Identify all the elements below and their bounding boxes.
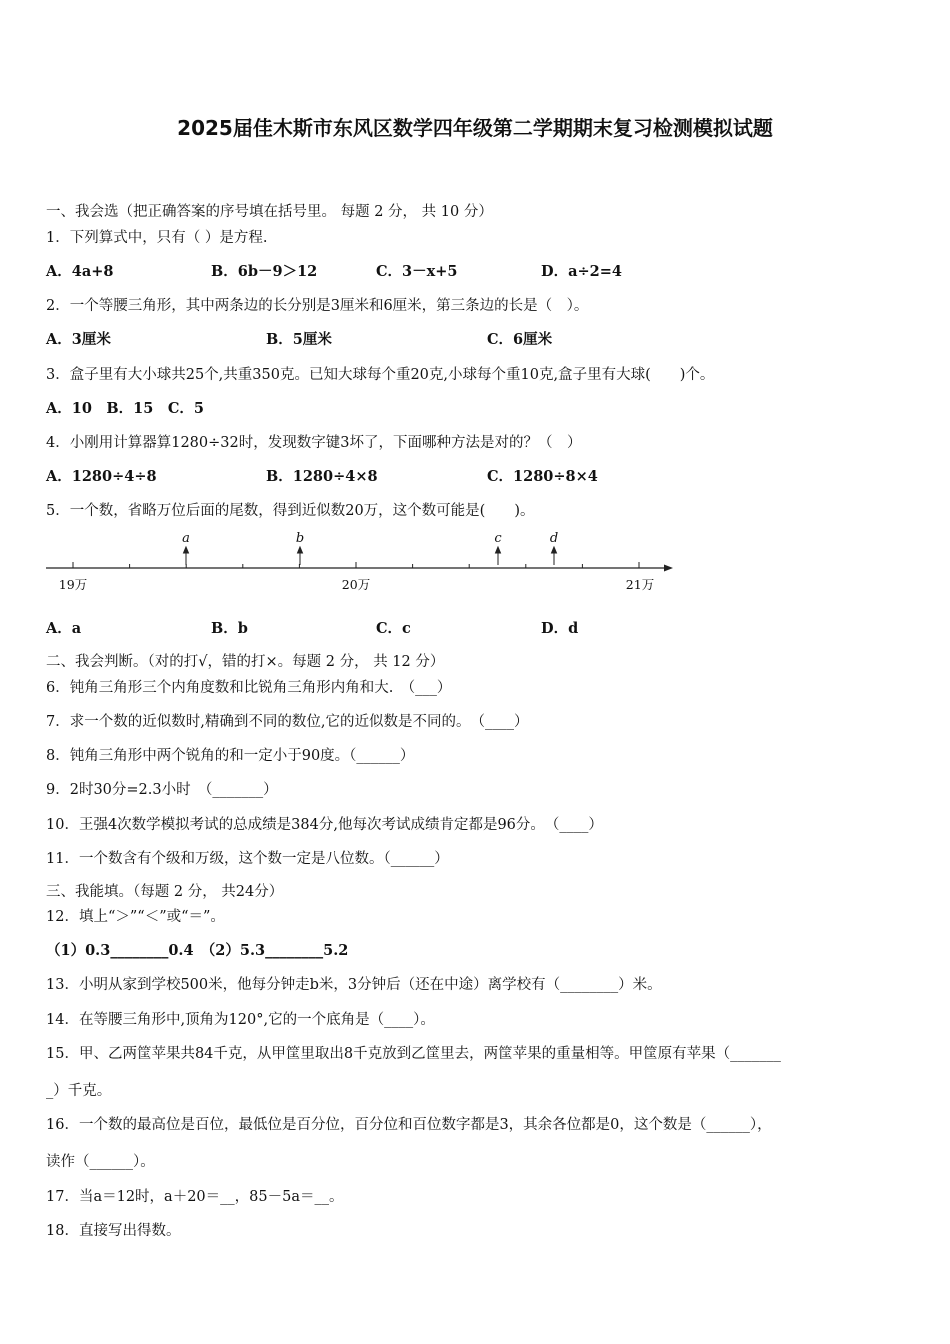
marker-b-arrow <box>298 547 303 553</box>
question-13: 13．小明从家到学校500米，他每分钟走b米，3分钟后（还在中途）离学校有（________）米。 <box>46 977 662 993</box>
question-11: 11．一个数含有个级和万级，这个数一定是八位数。（______） <box>46 851 449 867</box>
q5-option-a: A．a <box>46 620 82 637</box>
q4-option-c: C．1280÷8×4 <box>487 468 598 485</box>
question-5: 5．一个数，省略万位后面的尾数，得到近似数20万，这个数可能是( )。 <box>46 503 535 519</box>
marker-label-a: a <box>182 531 190 546</box>
question-4: 4．小刚用计算器算1280÷32时，发现数字键3坏了，下面哪种方法是对的？（ ） <box>46 435 582 451</box>
question-8: 8．钝角三角形中两个锐角的和一定小于90度。（______） <box>46 748 415 764</box>
q2-option-b: B．5厘米 <box>266 331 332 348</box>
q5-option-d: D．d <box>541 620 579 637</box>
section-heading-2: 二、我会判断。（对的打√，错的打×。每题 2 分， 共 12 分） <box>46 654 445 670</box>
q1-option-b: B．6b－9＞12 <box>211 263 318 280</box>
arrow-right-icon <box>664 565 673 572</box>
question-1: 1．下列算式中，只有（ ）是方程. <box>46 230 268 246</box>
marker-d-arrow <box>552 547 557 553</box>
marker-c-arrow <box>496 547 501 553</box>
q5-option-b: B．b <box>211 620 248 637</box>
question-18: 18．直接写出得数。 <box>46 1223 181 1239</box>
q3-options: A．10 B．15 C．5 <box>46 400 204 417</box>
question-14: 14．在等腰三角形中,顶角为120°,它的一个底角是（____）。 <box>46 1012 435 1028</box>
q2-option-a: A．3厘米 <box>46 331 111 348</box>
question-12-sub: （1）0.3________0.4 （2）5.3________5.2 <box>46 942 349 959</box>
question-16-cont: 读作（______）。 <box>46 1154 155 1170</box>
q1-option-c: C．3－x+5 <box>376 263 458 280</box>
question-15-cont: _）千克。 <box>46 1083 112 1099</box>
section-heading-1: 一、我会选（把正确答案的序号填在括号里。 每题 2 分， 共 10 分） <box>46 204 493 220</box>
q1-option-a: A．4a+8 <box>46 263 114 280</box>
question-6: 6．钝角三角形三个内角度数和比锐角三角形内角和大. （___） <box>46 680 452 696</box>
q1-option-d: D．a÷2=4 <box>541 263 622 280</box>
q4-option-a: A．1280÷4÷8 <box>46 468 157 485</box>
q5-option-c: C．c <box>376 620 411 637</box>
q4-option-b: B．1280÷4×8 <box>266 468 378 485</box>
marker-a-arrow <box>184 547 189 553</box>
question-10: 10．王强4次数学模拟考试的总成绩是384分,他每次考试成绩肯定都是96分。 （____） <box>46 817 603 833</box>
question-12: 12．填上“＞”“＜”或“＝”。 <box>46 909 225 925</box>
tick-label-21: 21万 <box>625 577 655 592</box>
question-7: 7．求一个数的近似数时,精确到不同的数位,它的近似数是不同的。 （____） <box>46 714 529 730</box>
marker-label-b: b <box>295 531 305 546</box>
question-9: 9．2时30分=2.3小时 （_______） <box>46 782 278 798</box>
page-title: 2025届佳木斯市东风区数学四年级第二学期期末复习检测模拟试题 <box>177 116 773 140</box>
question-16: 16．一个数的最高位是百位，最低位是百分位，百分位和百位数字都是3，其余各位都是0，这个数是（______）， <box>46 1117 772 1133</box>
question-17: 17．当a＝12时，a＋20＝__，85－5a＝__。 <box>46 1189 344 1205</box>
section-heading-3: 三、我能填。（每题 2 分， 共24分） <box>46 884 284 900</box>
marker-label-c: c <box>494 531 502 546</box>
marker-label-d: d <box>549 531 559 546</box>
tick-label-19: 19万 <box>58 577 88 592</box>
question-3: 3．盒子里有大小球共25个,共重350克。已知大球每个重20克,小球每个重10克,盒子里有大球( )个。 <box>46 367 715 383</box>
q2-option-c: C．6厘米 <box>487 331 553 348</box>
number-line-figure <box>40 525 690 605</box>
question-15: 15．甲、乙两筐苹果共84千克，从甲筐里取出8千克放到乙筐里去，两筐苹果的重量相等。甲筐原有苹果（_______ <box>46 1046 781 1062</box>
question-2: 2．一个等腰三角形，其中两条边的长分别是3厘米和6厘米，第三条边的长是（ ）。 <box>46 298 589 314</box>
tick-label-20: 20万 <box>341 577 371 592</box>
